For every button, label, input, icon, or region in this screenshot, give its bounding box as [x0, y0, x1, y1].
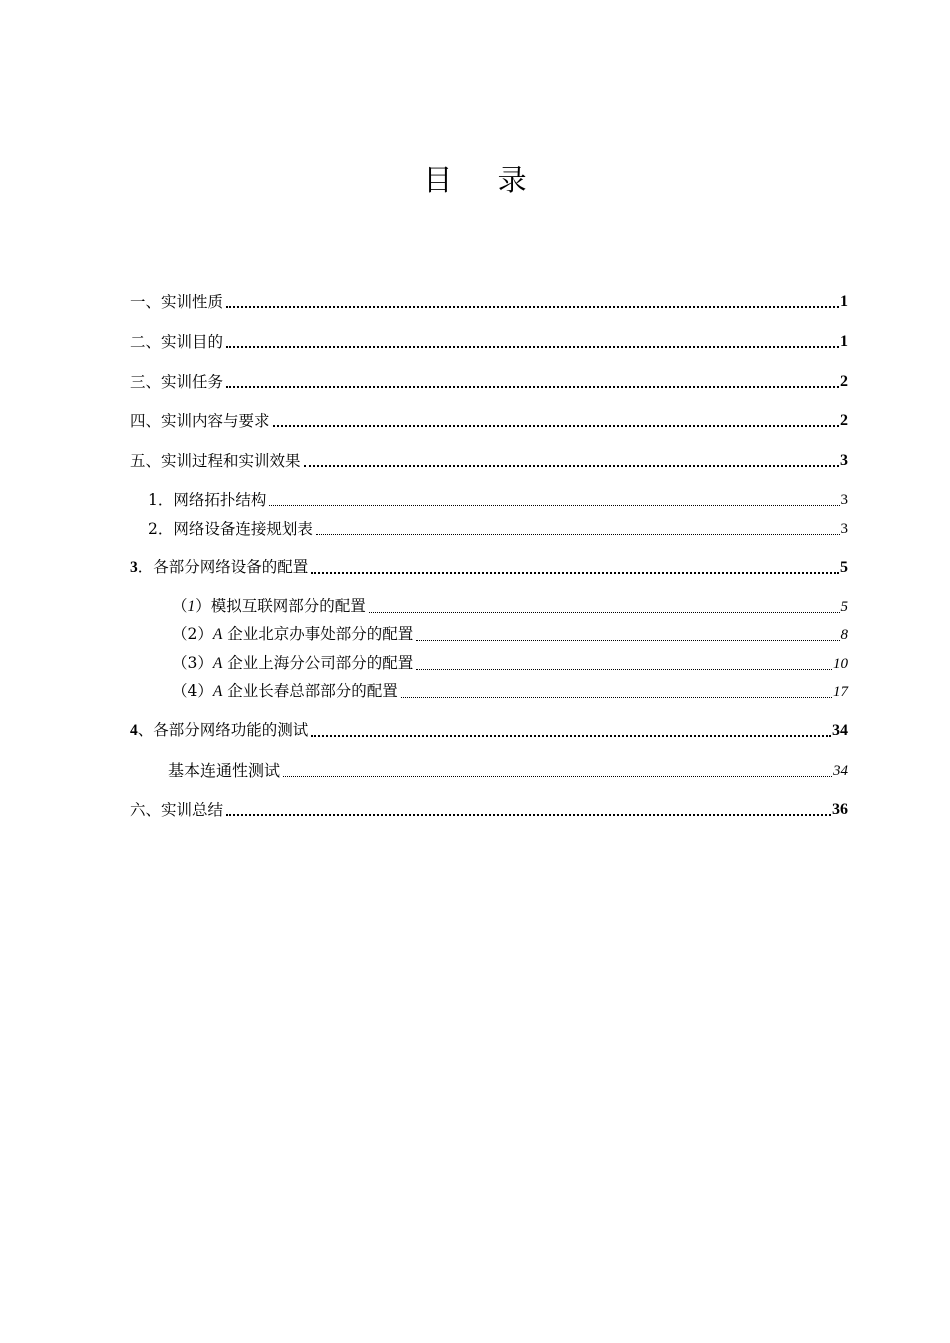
toc-page-number: 8 — [840, 627, 848, 643]
toc-page-number: 34 — [832, 722, 848, 739]
toc-leader — [311, 560, 839, 574]
toc-entry-label — [172, 653, 413, 674]
toc-entry-label: 六、实训总结 — [130, 801, 224, 819]
toc-entry-text: 企业长春总部部分的配置 — [222, 682, 398, 700]
toc-entry-label: 基本连通性测试 — [168, 761, 281, 780]
toc-entry-number: 1 — [187, 598, 196, 615]
toc-entry-label: 2．网络设备连接规划表 — [148, 520, 313, 538]
toc-entry-label: 一、实训性质 — [130, 293, 224, 311]
toc-entry[interactable] — [148, 486, 848, 510]
toc-entry[interactable] — [130, 447, 848, 471]
toc-entry-text: ．各部分网络设备的配置 — [137, 558, 309, 576]
toc-leader — [304, 453, 839, 467]
toc-entry-prefix: （ — [172, 597, 188, 615]
toc-entry[interactable] — [130, 554, 848, 578]
toc-entry-label: 五、实训过程和实训效果 — [130, 452, 301, 470]
toc-leader — [416, 628, 839, 641]
page-title: 目 录 — [423, 163, 545, 197]
toc-entry-number: A — [212, 683, 223, 700]
toc-entry[interactable] — [168, 757, 848, 781]
toc-entry-prefix: （3） — [172, 654, 213, 672]
toc-entry[interactable] — [172, 593, 848, 617]
toc-leader — [226, 374, 839, 388]
toc-entry[interactable] — [172, 678, 848, 702]
toc-page-number: 3 — [840, 452, 848, 469]
toc-page-number: 1 — [840, 293, 848, 310]
toc-entry[interactable] — [130, 407, 848, 431]
toc-entry-label — [172, 624, 413, 645]
toc-entry-text: 、各部分网络功能的测试 — [137, 721, 309, 739]
toc-entry[interactable] — [172, 621, 848, 645]
toc-leader — [283, 764, 832, 777]
toc-entry-number: A — [212, 626, 223, 643]
toc-page-number: 36 — [832, 801, 848, 818]
toc-leader — [401, 685, 832, 698]
toc-entry-text: 企业上海分公司部分的配置 — [222, 654, 414, 672]
toc-leader — [226, 802, 831, 816]
toc-entry-label: 1．网络拓扑结构 — [148, 491, 267, 509]
toc-leader — [226, 294, 839, 308]
toc-page-number: 3 — [840, 521, 848, 537]
toc-page-number: 1 — [840, 333, 848, 350]
toc-page-number: 2 — [840, 412, 848, 429]
toc-entry[interactable] — [130, 368, 848, 392]
toc-page-number: 5 — [840, 559, 848, 576]
toc-leader — [416, 657, 832, 670]
toc-entry-label: 二、实训目的 — [130, 333, 224, 351]
toc-entry-prefix: （2） — [172, 625, 213, 643]
toc-entry[interactable] — [130, 328, 848, 352]
toc-entry-number: 4 — [130, 722, 138, 739]
toc-leader — [369, 600, 840, 613]
toc-entry-text: ）模拟互联网部分的配置 — [195, 597, 366, 615]
toc-leader — [273, 413, 839, 427]
toc-entry-number: A — [212, 655, 223, 672]
toc-entry-label — [172, 596, 366, 617]
toc-entry[interactable] — [130, 796, 848, 820]
toc-page-number: 2 — [840, 373, 848, 390]
toc-entry[interactable] — [130, 288, 848, 312]
toc-leader — [316, 522, 840, 535]
toc-leader — [269, 493, 839, 506]
toc-entry[interactable] — [172, 650, 848, 674]
toc-entry-label — [130, 557, 308, 578]
toc-page-number: 34 — [833, 763, 848, 779]
toc-leader — [226, 334, 839, 348]
toc-page-number: 10 — [833, 656, 848, 672]
toc-entry[interactable] — [148, 515, 848, 539]
toc-entry-label: 四、实训内容与要求 — [130, 412, 270, 430]
toc-entry-label: 三、实训任务 — [130, 373, 224, 391]
toc-entry-label — [172, 681, 398, 702]
toc-page-number: 5 — [840, 599, 848, 615]
toc-entry-text: 企业北京办事处部分的配置 — [222, 625, 414, 643]
toc-page-number: 3 — [840, 492, 848, 508]
toc-entry-label — [130, 720, 308, 741]
toc-entry[interactable] — [130, 717, 848, 741]
toc-entry-number: 3 — [130, 559, 138, 576]
toc-entry-prefix: （4） — [172, 682, 213, 700]
toc-page-number: 17 — [833, 684, 848, 700]
toc-leader — [311, 723, 831, 737]
